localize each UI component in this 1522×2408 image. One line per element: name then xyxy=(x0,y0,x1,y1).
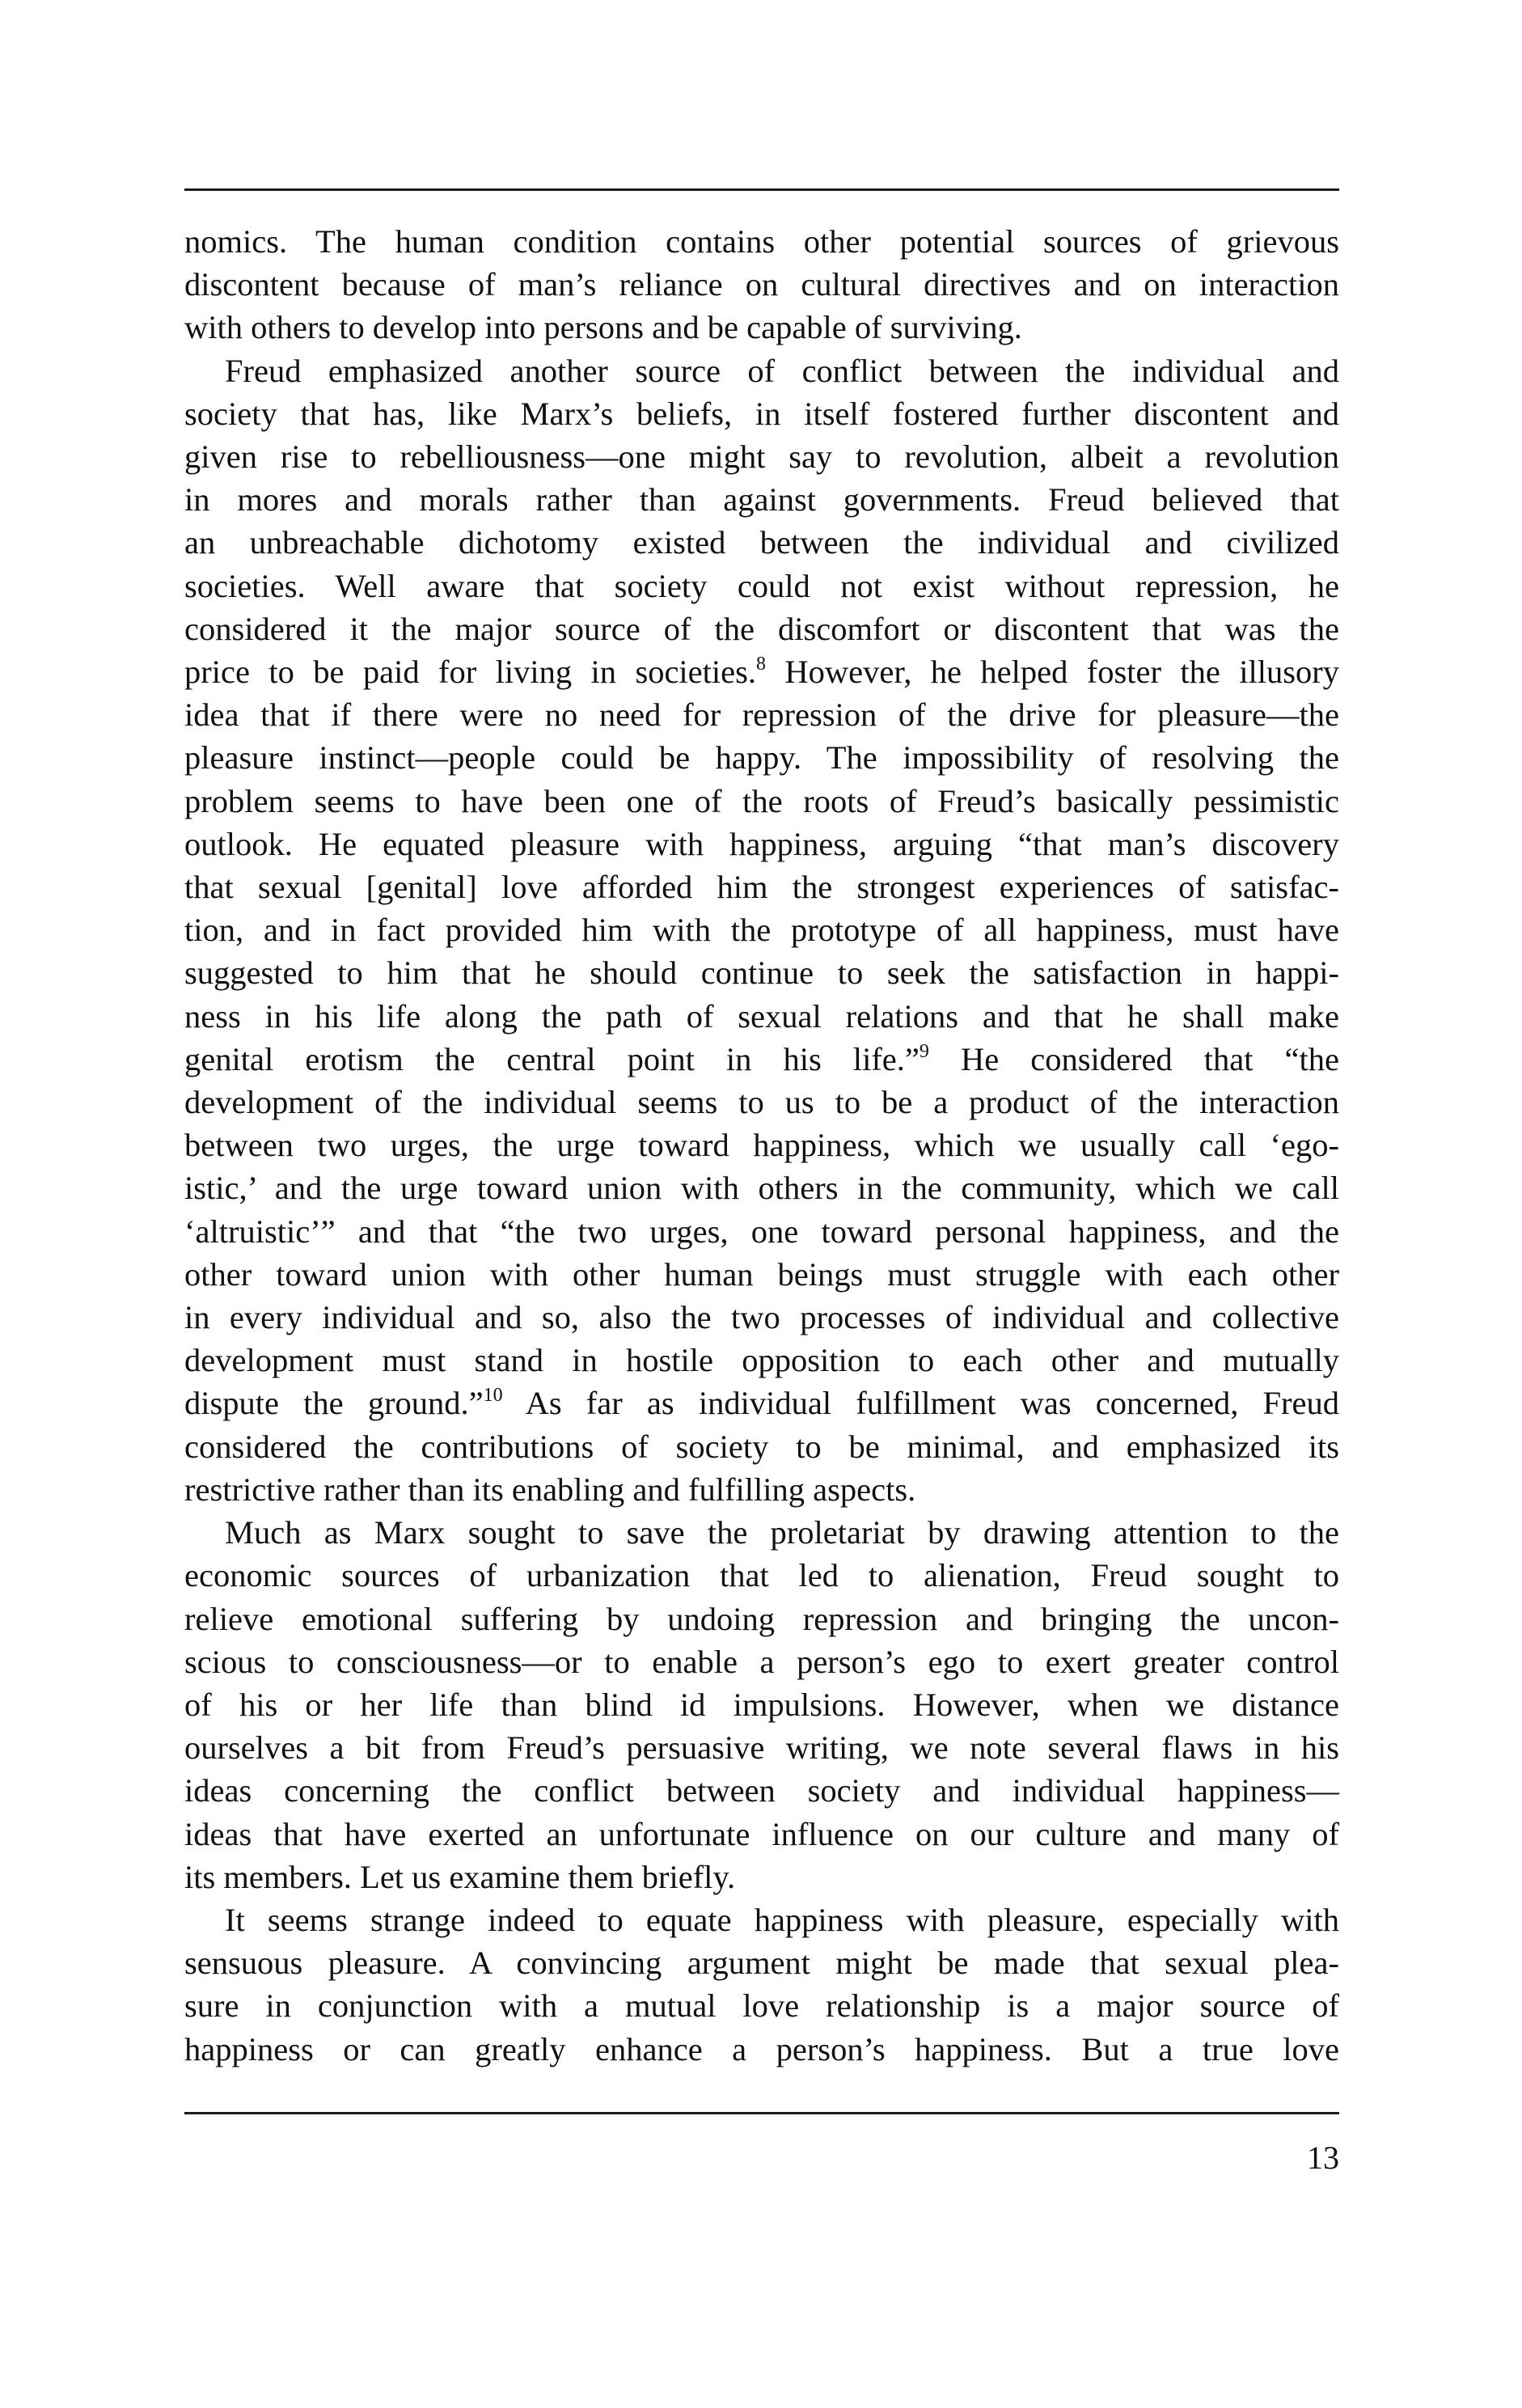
text-line xyxy=(184,1296,1339,1339)
text-line-content: development of the individual seems to us to be a product of the interaction xyxy=(184,1084,1339,1121)
text-line-content: Freud emphasized another source of conflict between the individual and xyxy=(225,352,1339,389)
text-line xyxy=(184,1081,1339,1124)
text-line-content: considered the contributions of society to be minimal, and emphasized its xyxy=(184,1428,1339,1465)
text-line-content: its members. Let us examine them briefly. xyxy=(184,1858,736,1895)
text-line-continuation: He considered that “the xyxy=(928,1040,1339,1077)
text-line xyxy=(184,1253,1339,1296)
text-line xyxy=(184,1468,1339,1511)
text-line-content: sure in conjunction with a mutual love relationship is a major source of xyxy=(184,1987,1339,2025)
text-line-content: restrictive rather than its enabling and fulfilling aspects. xyxy=(184,1471,916,1508)
text-line-content: given rise to rebelliousness—one might say to revolution, albeit a revolution xyxy=(184,438,1339,476)
footnote-marker: 9 xyxy=(919,1040,929,1062)
text-line xyxy=(184,1769,1339,1812)
text-line-content: idea that if there were no need for repression of the drive for pleasure—the xyxy=(184,696,1339,734)
text-line-content: ‘altruistic’” and that “the two urges, one toward personal happiness, and the xyxy=(184,1212,1339,1250)
text-line-continuation: However, he helped foster the illusory xyxy=(766,654,1340,691)
text-line-content: relieve emotional suffering by undoing repression and bringing the uncon- xyxy=(184,1600,1339,1637)
text-line xyxy=(184,1856,1339,1898)
text-line-content: ourselves a bit from Freud’s persuasive writing, we note several flaws in his xyxy=(184,1729,1339,1767)
text-line xyxy=(184,693,1339,736)
text-line-content: Much as Marx sought to save the proletariat by drawing attention to the xyxy=(225,1514,1339,1551)
text-line-content: It seems strange indeed to equate happiness with pleasure, especially with xyxy=(225,1901,1339,1938)
text-line-content: pleasure instinct—people could be happy. The impossibility of resolving the xyxy=(184,739,1339,777)
text-line xyxy=(184,521,1339,564)
text-line-content: economic sources of urbanization that led to alienation, Freud sought to xyxy=(184,1557,1339,1594)
bottom-rule xyxy=(184,2112,1339,2114)
text-line-content: genital erotism the central point in his life.” xyxy=(184,1040,920,1077)
text-line xyxy=(184,1511,1339,1554)
text-line-content: nomics. The human condition contains other potential sources of grievous xyxy=(184,223,1339,260)
text-line-content: societies. Well aware that society could not exist without repression, he xyxy=(184,567,1339,604)
text-line xyxy=(184,607,1339,650)
footnote-marker: 8 xyxy=(756,654,767,675)
text-line-content: scious to consciousness—or to enable a person’s ego to exert greater control xyxy=(184,1643,1339,1680)
text-line xyxy=(184,823,1339,865)
page-number: 13 xyxy=(1307,2139,1339,2176)
text-line-content: outlook. He equated pleasure with happiness, arguing “that man’s discovery xyxy=(184,825,1339,862)
text-line-continuation: As far as individual fulfillment was concerned, Freud xyxy=(502,1385,1339,1422)
text-line xyxy=(184,1941,1339,1984)
text-line xyxy=(184,349,1339,392)
text-line-content: tion, and in fact provided him with the prototype of all happiness, must have xyxy=(184,912,1339,949)
text-line xyxy=(184,736,1339,779)
text-line xyxy=(184,1382,1339,1424)
text-line xyxy=(184,1898,1339,1941)
text-line-content: discontent because of man’s reliance on cultural directives and on interaction xyxy=(184,266,1339,303)
text-line-content: society that has, like Marx’s beliefs, in itself fostered further discontent and xyxy=(184,395,1339,432)
text-line xyxy=(184,1038,1339,1081)
text-line xyxy=(184,650,1339,693)
text-line-content: of his or her life than blind id impulsions. However, when we distance xyxy=(184,1686,1339,1723)
text-line xyxy=(184,951,1339,994)
text-line-content: suggested to him that he should continue to seek the satisfaction in happi- xyxy=(184,954,1339,992)
text-line xyxy=(184,478,1339,521)
text-line xyxy=(184,908,1339,951)
text-line xyxy=(184,1984,1339,2027)
top-rule xyxy=(184,188,1339,191)
text-line-content: other toward union with other human beings must struggle with each other xyxy=(184,1255,1339,1293)
text-line-content: between two urges, the urge toward happiness, which we usually call ‘ego- xyxy=(184,1127,1339,1164)
text-line xyxy=(184,1210,1339,1253)
text-line xyxy=(184,780,1339,823)
text-line xyxy=(184,1683,1339,1726)
text-line xyxy=(184,1339,1339,1382)
text-line xyxy=(184,392,1339,435)
text-line-content: ideas concerning the conflict between society and individual happiness— xyxy=(184,1772,1339,1809)
text-line-content: with others to develop into persons and be capable of surviving. xyxy=(184,309,1022,346)
body-text xyxy=(184,220,1339,2071)
text-line-content: that sexual [genital] love afforded him the strongest experiences of satisfac- xyxy=(184,869,1339,906)
text-line-content: considered it the major source of the discomfort or discontent that was the xyxy=(184,610,1339,647)
text-line xyxy=(184,2028,1339,2071)
text-line xyxy=(184,1124,1339,1166)
text-line-content: price to be paid for living in societies. xyxy=(184,654,757,691)
text-line xyxy=(184,1554,1339,1597)
text-line xyxy=(184,995,1339,1038)
text-line xyxy=(184,306,1339,349)
footnote-marker: 10 xyxy=(483,1385,503,1407)
text-line-content: ness in his life along the path of sexual relations and that he shall make xyxy=(184,997,1339,1035)
text-line-content: in every individual and so, also the two processes of individual and collective xyxy=(184,1299,1339,1336)
text-line xyxy=(184,1640,1339,1683)
text-line xyxy=(184,865,1339,908)
text-line xyxy=(184,565,1339,607)
text-line-content: in mores and morals rather than against governments. Freud believed that xyxy=(184,481,1339,518)
text-line-content: an unbreachable dichotomy existed between the individual and civilized xyxy=(184,524,1339,561)
text-line xyxy=(184,220,1339,263)
text-line xyxy=(184,1166,1339,1209)
text-line xyxy=(184,435,1339,478)
text-line xyxy=(184,1425,1339,1468)
text-line-content: happiness or can greatly enhance a person’s happiness. But a true love xyxy=(184,2030,1339,2067)
text-line-content: problem seems to have been one of the roots of Freud’s basically pessimistic xyxy=(184,782,1339,819)
text-line xyxy=(184,263,1339,306)
text-line xyxy=(184,1598,1339,1640)
text-line-content: dispute the ground.” xyxy=(184,1385,484,1422)
text-line-content: istic,’ and the urge toward union with others in the community, which we call xyxy=(184,1170,1339,1207)
text-line-content: sensuous pleasure. A convincing argument might be made that sexual plea- xyxy=(184,1945,1339,1982)
text-line-content: ideas that have exerted an unfortunate influence on our culture and many of xyxy=(184,1815,1339,1852)
text-line-content: development must stand in hostile opposition to each other and mutually xyxy=(184,1342,1339,1379)
text-line xyxy=(184,1813,1339,1856)
text-line xyxy=(184,1726,1339,1769)
